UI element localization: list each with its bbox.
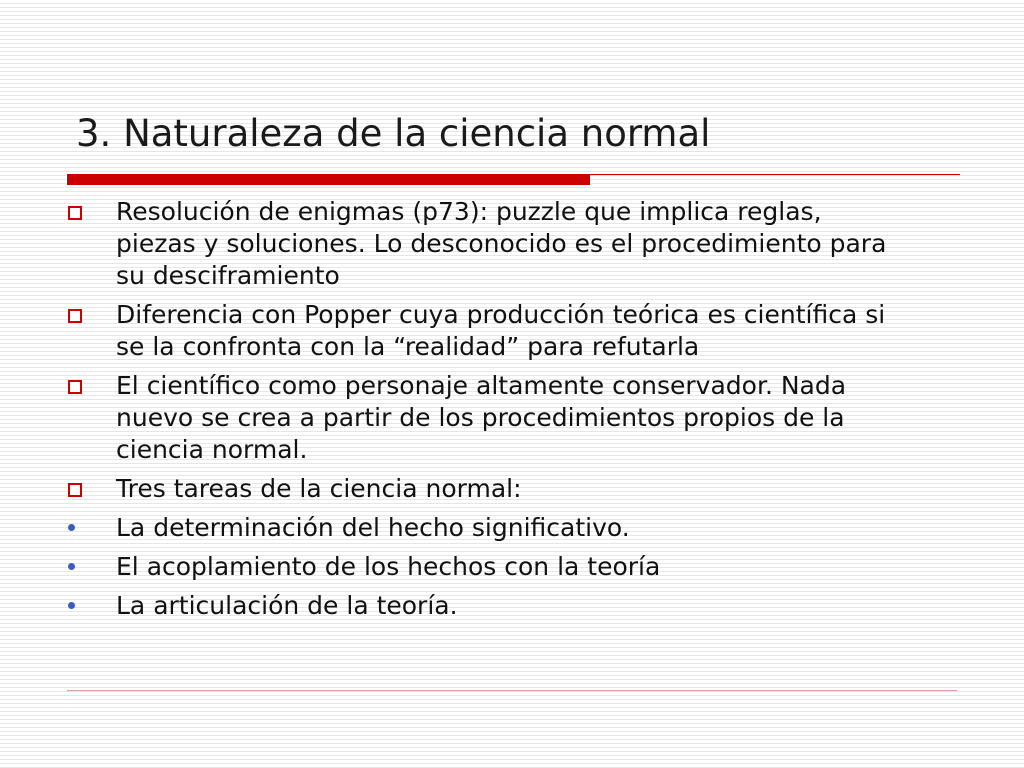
- bullet-list: [66, 196, 896, 629]
- bullet-text: El científico como personaje altamente conservador. Nada nuevo se crea a partir de los procedimientos propios de la ciencia normal.: [116, 371, 847, 464]
- bullet-item-popper: [66, 299, 896, 363]
- bullet-item-articulacion: [66, 590, 896, 622]
- dot-bullet-icon: [68, 563, 75, 570]
- title-underline-thick: [67, 174, 590, 185]
- bullet-text: La determinación del hecho significativo.: [116, 513, 630, 542]
- slide-title: 3. Naturaleza de la ciencia normal: [76, 112, 711, 155]
- hollow-square-icon: [68, 206, 82, 220]
- bullet-item-resolucion: [66, 196, 896, 292]
- bullet-item-tres-tareas: [66, 473, 896, 505]
- hollow-square-icon: [68, 380, 82, 394]
- bullet-text: Resolución de enigmas (p73): puzzle que implica reglas, piezas y soluciones. Lo desconocido es el procedimiento para su desciframiento: [116, 197, 887, 290]
- bullet-item-acoplamiento: [66, 551, 896, 583]
- dot-bullet-icon: [68, 524, 75, 531]
- title-underline-thin: [590, 174, 960, 175]
- bullet-text: Tres tareas de la ciencia normal:: [116, 474, 522, 503]
- bullet-text: El acoplamiento de los hechos con la teoría: [116, 552, 661, 581]
- bullet-text: Diferencia con Popper cuya producción teórica es científica si se la confronta con la “realidad” para refutarla: [116, 300, 886, 361]
- bullet-item-cientifico: [66, 370, 896, 466]
- bullet-item-determinacion: [66, 512, 896, 544]
- dot-bullet-icon: [68, 602, 75, 609]
- bullet-text: La articulación de la teoría.: [116, 591, 458, 620]
- hollow-square-icon: [68, 309, 82, 323]
- footer-divider: [67, 690, 957, 691]
- hollow-square-icon: [68, 483, 82, 497]
